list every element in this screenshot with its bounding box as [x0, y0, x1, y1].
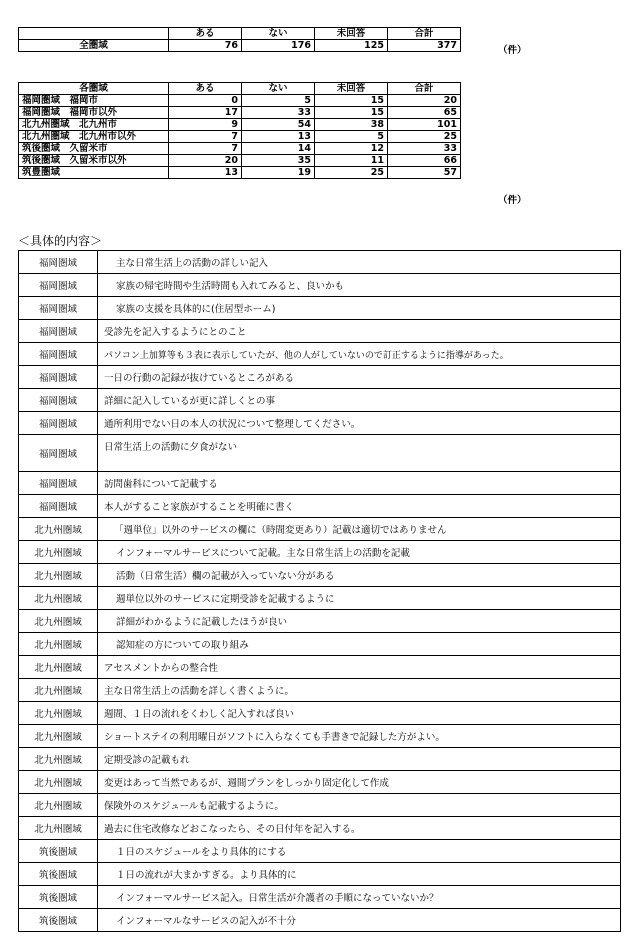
detail-region-cell: 福岡圏域 [19, 251, 98, 274]
detail-region-cell: 北九州圏域 [19, 817, 98, 840]
detail-region-cell: 北九州圏域 [19, 564, 98, 587]
region-name-cell: 北九州圏域 北九州市 [19, 119, 169, 131]
region-name-cell: 筑後圏域 久留米市 [19, 143, 169, 155]
table-row [19, 167, 461, 179]
table-row [19, 587, 621, 610]
summary-header-cell: ある [169, 28, 242, 40]
detail-content-cell: １日の流れが大まかすぎる。より具体的に [98, 863, 621, 886]
summary-unit-label: （件） [498, 45, 527, 56]
region-table [18, 82, 461, 179]
table-row [19, 412, 621, 435]
region-cell: 101 [388, 119, 461, 131]
table-row [19, 143, 461, 155]
summary-header-row [19, 28, 461, 40]
table-row [19, 389, 621, 412]
region-header-cell: 各圏域 [19, 83, 169, 95]
region-cell: 9 [169, 119, 242, 131]
region-cell: 5 [315, 131, 388, 143]
detail-region-cell: 北九州圏域 [19, 725, 98, 748]
detail-region-cell: 福岡圏域 [19, 472, 98, 495]
region-cell: 15 [315, 95, 388, 107]
summary-cell: 125 [315, 40, 388, 52]
table-row [19, 131, 461, 143]
detail-region-cell: 福岡圏域 [19, 297, 98, 320]
detail-content-cell: 一日の行動の記録が抜けているところがある [98, 366, 621, 389]
detail-content-cell: 認知症の方についての取り組み [98, 633, 621, 656]
region-cell: 19 [242, 167, 315, 179]
detail-region-cell: 福岡圏域 [19, 274, 98, 297]
table-row [19, 702, 621, 725]
summary-header-cell: ない [242, 28, 315, 40]
region-cell: 33 [242, 107, 315, 119]
table-row [19, 119, 461, 131]
region-cell: 7 [169, 131, 242, 143]
detail-content-cell: 週間、１日の流れをくわしく記入すれば良い [98, 702, 621, 725]
detail-content-cell: 主な日常生活上の活動の詳しい記入 [98, 251, 621, 274]
detail-content-cell: ショートステイの利用曜日がソフトに入らなくても手書きで記録した方がよい。 [98, 725, 621, 748]
table-row [19, 656, 621, 679]
detail-content-cell: １日のスケジュールをより具体的にする [98, 840, 621, 863]
region-header-cell: 未回答 [315, 83, 388, 95]
table-row [19, 320, 621, 343]
detail-content-cell: 通所利用でない日の本人の状況について整理してください。 [98, 412, 621, 435]
table-row [19, 886, 621, 909]
table-row [19, 840, 621, 863]
region-name-cell: 北九州圏域 北九州市以外 [19, 131, 169, 143]
region-cell: 5 [242, 95, 315, 107]
summary-total-row [19, 40, 461, 52]
detail-region-cell: 筑後圏域 [19, 863, 98, 886]
region-cell: 14 [242, 143, 315, 155]
detail-content-cell: 週単位以外のサービスに定期受診を記載するように [98, 587, 621, 610]
table-row [19, 610, 621, 633]
detail-region-cell: 筑後圏域 [19, 840, 98, 863]
table-row [19, 251, 621, 274]
detail-region-cell: 福岡圏域 [19, 389, 98, 412]
region-cell: 13 [169, 167, 242, 179]
table-row [19, 472, 621, 495]
table-row [19, 343, 621, 366]
detail-content-cell: 本人がすること家族がすることを明確に書く [98, 495, 621, 518]
detail-region-cell: 北九州圏域 [19, 702, 98, 725]
table-row [19, 95, 461, 107]
detail-region-cell: 福岡圏域 [19, 495, 98, 518]
detail-region-cell: 北九州圏域 [19, 610, 98, 633]
table-row [19, 274, 621, 297]
summary-row-label: 全圏域 [19, 40, 169, 52]
detail-region-cell: 筑後圏域 [19, 886, 98, 909]
detail-region-cell: 北九州圏域 [19, 656, 98, 679]
region-cell: 0 [169, 95, 242, 107]
detail-content-cell: パソコン上加算等も３表に表示していたが、他の人がしていないので訂正するように指導があった。 [98, 343, 621, 366]
region-cell: 33 [388, 143, 461, 155]
region-cell: 12 [315, 143, 388, 155]
table-row [19, 794, 621, 817]
table-row [19, 297, 621, 320]
region-cell: 7 [169, 143, 242, 155]
region-cell: 11 [315, 155, 388, 167]
region-cell: 54 [242, 119, 315, 131]
region-header-cell: ある [169, 83, 242, 95]
detail-region-cell: 筑後圏域 [19, 909, 98, 932]
detail-content-cell: 家族の帰宅時間や生活時間も入れてみると、良いかも [98, 274, 621, 297]
summary-cell: 176 [242, 40, 315, 52]
detail-region-cell: 北九州圏域 [19, 633, 98, 656]
detail-region-cell: 福岡圏域 [19, 412, 98, 435]
detail-content-cell: 活動（日常生活）欄の記載が入っていない分がある [98, 564, 621, 587]
region-cell: 17 [169, 107, 242, 119]
table-row [19, 366, 621, 389]
summary-table [18, 27, 461, 52]
region-unit-label: （件） [498, 195, 527, 206]
table-row [19, 679, 621, 702]
detail-content-cell: 主な日常生活上の活動を詳しく書くように。 [98, 679, 621, 702]
detail-content-cell: インフォーマルサービスについて記載。主な日常生活上の活動を記載 [98, 541, 621, 564]
detail-region-cell: 北九州圏域 [19, 748, 98, 771]
region-cell: 35 [242, 155, 315, 167]
region-cell: 57 [388, 167, 461, 179]
region-name-cell: 筑豊圏域 [19, 167, 169, 179]
detail-content-cell: 変更はあって当然であるが、週間プランをしっかり固定化して作成 [98, 771, 621, 794]
detail-region-cell: 福岡圏域 [19, 320, 98, 343]
detail-region-cell: 北九州圏域 [19, 518, 98, 541]
table-row [19, 564, 621, 587]
region-name-cell: 福岡圏域 福岡市 [19, 95, 169, 107]
detail-content-cell: アセスメントからの整合性 [98, 656, 621, 679]
region-cell: 13 [242, 131, 315, 143]
region-name-cell: 筑後圏域 久留米市以外 [19, 155, 169, 167]
detail-content-cell: 詳細がわかるように記載したほうが良い [98, 610, 621, 633]
region-cell: 20 [169, 155, 242, 167]
region-cell: 15 [315, 107, 388, 119]
detail-content-cell: インフォーマルサービス記入。日常生活が介護者の手順になっていないか？ [98, 886, 621, 909]
detail-region-cell: 福岡圏域 [19, 366, 98, 389]
detail-content-cell: インフォーマルなサービスの記入が不十分 [98, 909, 621, 932]
region-cell: 20 [388, 95, 461, 107]
summary-cell: 377 [388, 40, 461, 52]
table-row [19, 495, 621, 518]
detail-content-cell: 詳細に記入しているが更に詳しくとの事 [98, 389, 621, 412]
detail-region-cell: 北九州圏域 [19, 541, 98, 564]
summary-header-cell: 未回答 [315, 28, 388, 40]
summary-header-cell: 合計 [388, 28, 461, 40]
region-cell: 65 [388, 107, 461, 119]
summary-cell: 76 [169, 40, 242, 52]
table-row [19, 633, 621, 656]
table-row [19, 155, 461, 167]
details-title: ＜具体的内容＞ [18, 234, 103, 248]
table-row [19, 863, 621, 886]
region-cell: 25 [388, 131, 461, 143]
table-row [19, 107, 461, 119]
detail-content-cell: 日常生活上の活動に夕食がない [98, 435, 621, 472]
region-cell: 38 [315, 119, 388, 131]
table-row [19, 817, 621, 840]
detail-region-cell: 福岡圏域 [19, 343, 98, 366]
detail-content-cell: 保険外のスケジュールも記載するように。 [98, 794, 621, 817]
region-header-row [19, 83, 461, 95]
detail-content-cell: 「週単位」以外のサービスの欄に（時間変更あり）記載は適切ではありません [98, 518, 621, 541]
region-cell: 25 [315, 167, 388, 179]
detail-content-cell: 受診先を記入するようにとのこと [98, 320, 621, 343]
detail-content-cell: 訪問歯科について記載する [98, 472, 621, 495]
table-row [19, 518, 621, 541]
detail-content-cell: 過去に住宅改修などおこなったら、その日付年を記入する。 [98, 817, 621, 840]
summary-header-cell [19, 28, 169, 40]
table-row [19, 435, 621, 472]
table-row [19, 909, 621, 932]
detail-region-cell: 北九州圏域 [19, 771, 98, 794]
table-row [19, 771, 621, 794]
detail-region-cell: 福岡圏域 [19, 435, 98, 472]
detail-region-cell: 北九州圏域 [19, 794, 98, 817]
detail-region-cell: 北九州圏域 [19, 587, 98, 610]
table-row [19, 725, 621, 748]
detail-content-cell: 定期受診の記載もれ [98, 748, 621, 771]
region-header-cell: ない [242, 83, 315, 95]
region-cell: 66 [388, 155, 461, 167]
table-row [19, 541, 621, 564]
detail-region-cell: 北九州圏域 [19, 679, 98, 702]
table-row [19, 748, 621, 771]
region-header-cell: 合計 [388, 83, 461, 95]
details-table [18, 250, 621, 932]
detail-content-cell: 家族の支援を具体的に(住居型ホーム) [98, 297, 621, 320]
region-name-cell: 福岡圏域 福岡市以外 [19, 107, 169, 119]
